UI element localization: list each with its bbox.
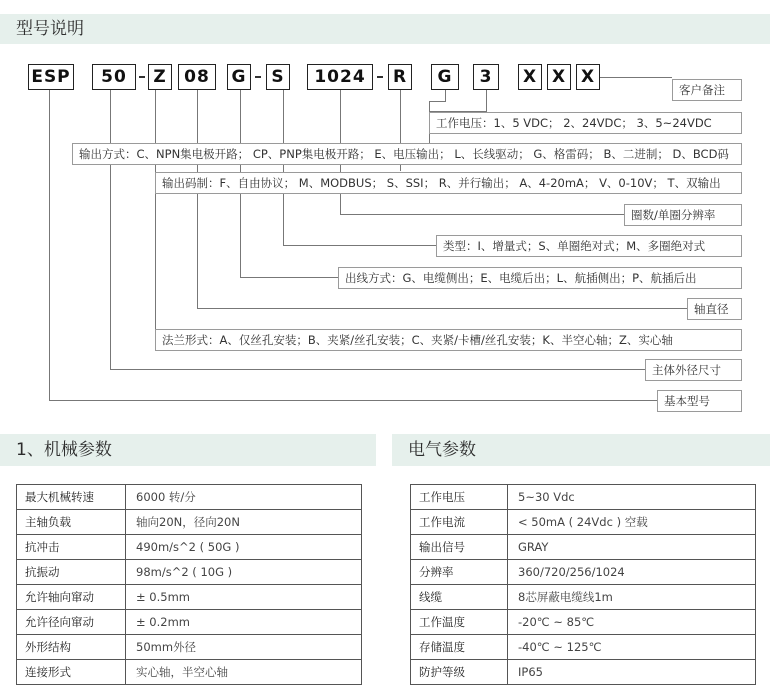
leader-line [155,90,156,340]
section-title-electrical: 电气参数 [408,440,476,460]
param-value: 轴向20N，径向20N [126,510,362,535]
desc-customer-note: 客户备注 [672,79,742,101]
leader-line [283,245,436,246]
desc-working-voltage: 工作电压：1、5 VDC； 2、24VDC； 3、5~24VDC [429,112,742,134]
param-key: 输出信号 [411,535,508,560]
desc-base-model: 基本型号 [657,390,742,412]
table-row [411,635,756,660]
param-value: -40℃ ~ 125℃ [508,635,756,660]
desc-output-mode: 输出方式：C、NPN集电极开路； CP、PNP集电极开路； E、电压输出； L、长线驱动； G、格雷码； B、二进制； D、BCD码 [72,143,742,165]
table-row [411,560,756,585]
desc-flange: 法兰形式：A、仅丝孔安装；B、夹紧/丝孔安装；C、夹紧/卡槽/丝孔安装；K、半空心轴；Z、实心轴 [155,329,742,351]
desc-type: 类型：I、增量式；S、单圈绝对式；M、多圈绝对式 [436,235,742,257]
leader-line [283,90,284,246]
param-value: 8芯屏蔽电缆线1m [508,585,756,610]
code-segment-shaft: 08 [178,64,216,90]
param-value: ± 0.2mm [126,610,362,635]
table-row [17,610,362,635]
desc-shaft-diameter: 轴直径 [687,298,742,320]
param-key: 最大机械转速 [17,485,126,510]
param-key: 允许轴向窜动 [17,585,126,610]
param-key: 连接形式 [17,660,126,685]
param-key: 防护等级 [411,660,508,685]
param-value: GRAY [508,535,756,560]
param-value: 实心轴，半空心轴 [126,660,362,685]
desc-resolution: 圈数/单圈分辨率 [624,204,742,226]
separator [377,76,383,78]
leader-line [49,400,657,401]
param-value: 490m/s^2 ( 50G ) [126,535,362,560]
code-segment-flange: Z [148,64,172,90]
param-value: ± 0.5mm [126,585,362,610]
leader-line [110,369,645,370]
param-key: 工作温度 [411,610,508,635]
param-key: 工作电压 [411,485,508,510]
code-segment-series: ESP [28,64,74,90]
table-row [411,610,756,635]
code-segment-resolution: 1024 [307,64,373,90]
section-title-model: 型号说明 [16,19,84,39]
leader-line [240,277,338,278]
electrical-table [410,484,756,685]
leader-line [445,90,446,101]
param-value: 98m/s^2 ( 10G ) [126,560,362,585]
leader-line [600,77,672,78]
section-header-mechanical [0,434,376,466]
separator [139,76,145,78]
param-key: 线缆 [411,585,508,610]
table-row [17,585,362,610]
param-key: 存储温度 [411,635,508,660]
leader-line [429,101,446,102]
table-row [17,635,362,660]
param-value: -20℃ ~ 85℃ [508,610,756,635]
leader-line [340,214,624,215]
param-value: 5~30 Vdc [508,485,756,510]
code-segment-code-format: R [388,64,412,90]
param-value: 50mm外径 [126,635,362,660]
table-row [411,585,756,610]
param-key: 允许径向窜动 [17,610,126,635]
code-segment-outlet: G [227,64,251,90]
table-row [17,560,362,585]
separator [255,76,261,78]
code-segment-note-2: X [547,64,571,90]
table-row [17,485,362,510]
desc-outlet: 出线方式：G、电缆侧出；E、电缆后出；L、航插侧出；P、航插后出 [338,267,742,289]
param-key: 抗冲击 [17,535,126,560]
code-segment-note-3: X [576,64,600,90]
table-row [411,535,756,560]
code-segment-type: S [266,64,290,90]
table-row [17,660,362,685]
param-value: IP65 [508,660,756,685]
code-segment-note-1: X [518,64,542,90]
param-key: 抗振动 [17,560,126,585]
table-row [411,510,756,535]
mechanical-table [16,484,362,685]
code-segment-diameter: 50 [92,64,136,90]
code-segment-voltage: 3 [473,64,499,90]
param-key: 外形结构 [17,635,126,660]
desc-body-diameter: 主体外径尺寸 [645,359,742,381]
leader-line [110,90,111,370]
section-header-model [0,14,770,44]
leader-line [197,90,198,309]
section-title-mechanical: 1、机械参数 [16,440,112,460]
leader-line [197,308,687,309]
desc-code-format: 输出码制：F、自由协议； M、MODBUS； S、SSI； R、并行输出； A、4-20mA； V、0-10V； T、双输出 [155,172,742,194]
param-value: 360/720/256/1024 [508,560,756,585]
table-row [411,485,756,510]
table-row [17,535,362,560]
code-segment-output-mode: G [431,64,459,90]
leader-line [49,90,50,401]
param-value: 6000 转/分 [126,485,362,510]
leader-line [486,90,487,112]
param-key: 工作电流 [411,510,508,535]
section-header-electrical [392,434,770,466]
param-key: 分辨率 [411,560,508,585]
table-row [17,510,362,535]
param-key: 主轴负载 [17,510,126,535]
table-row [411,660,756,685]
param-value: < 50mA ( 24Vdc ) 空载 [508,510,756,535]
